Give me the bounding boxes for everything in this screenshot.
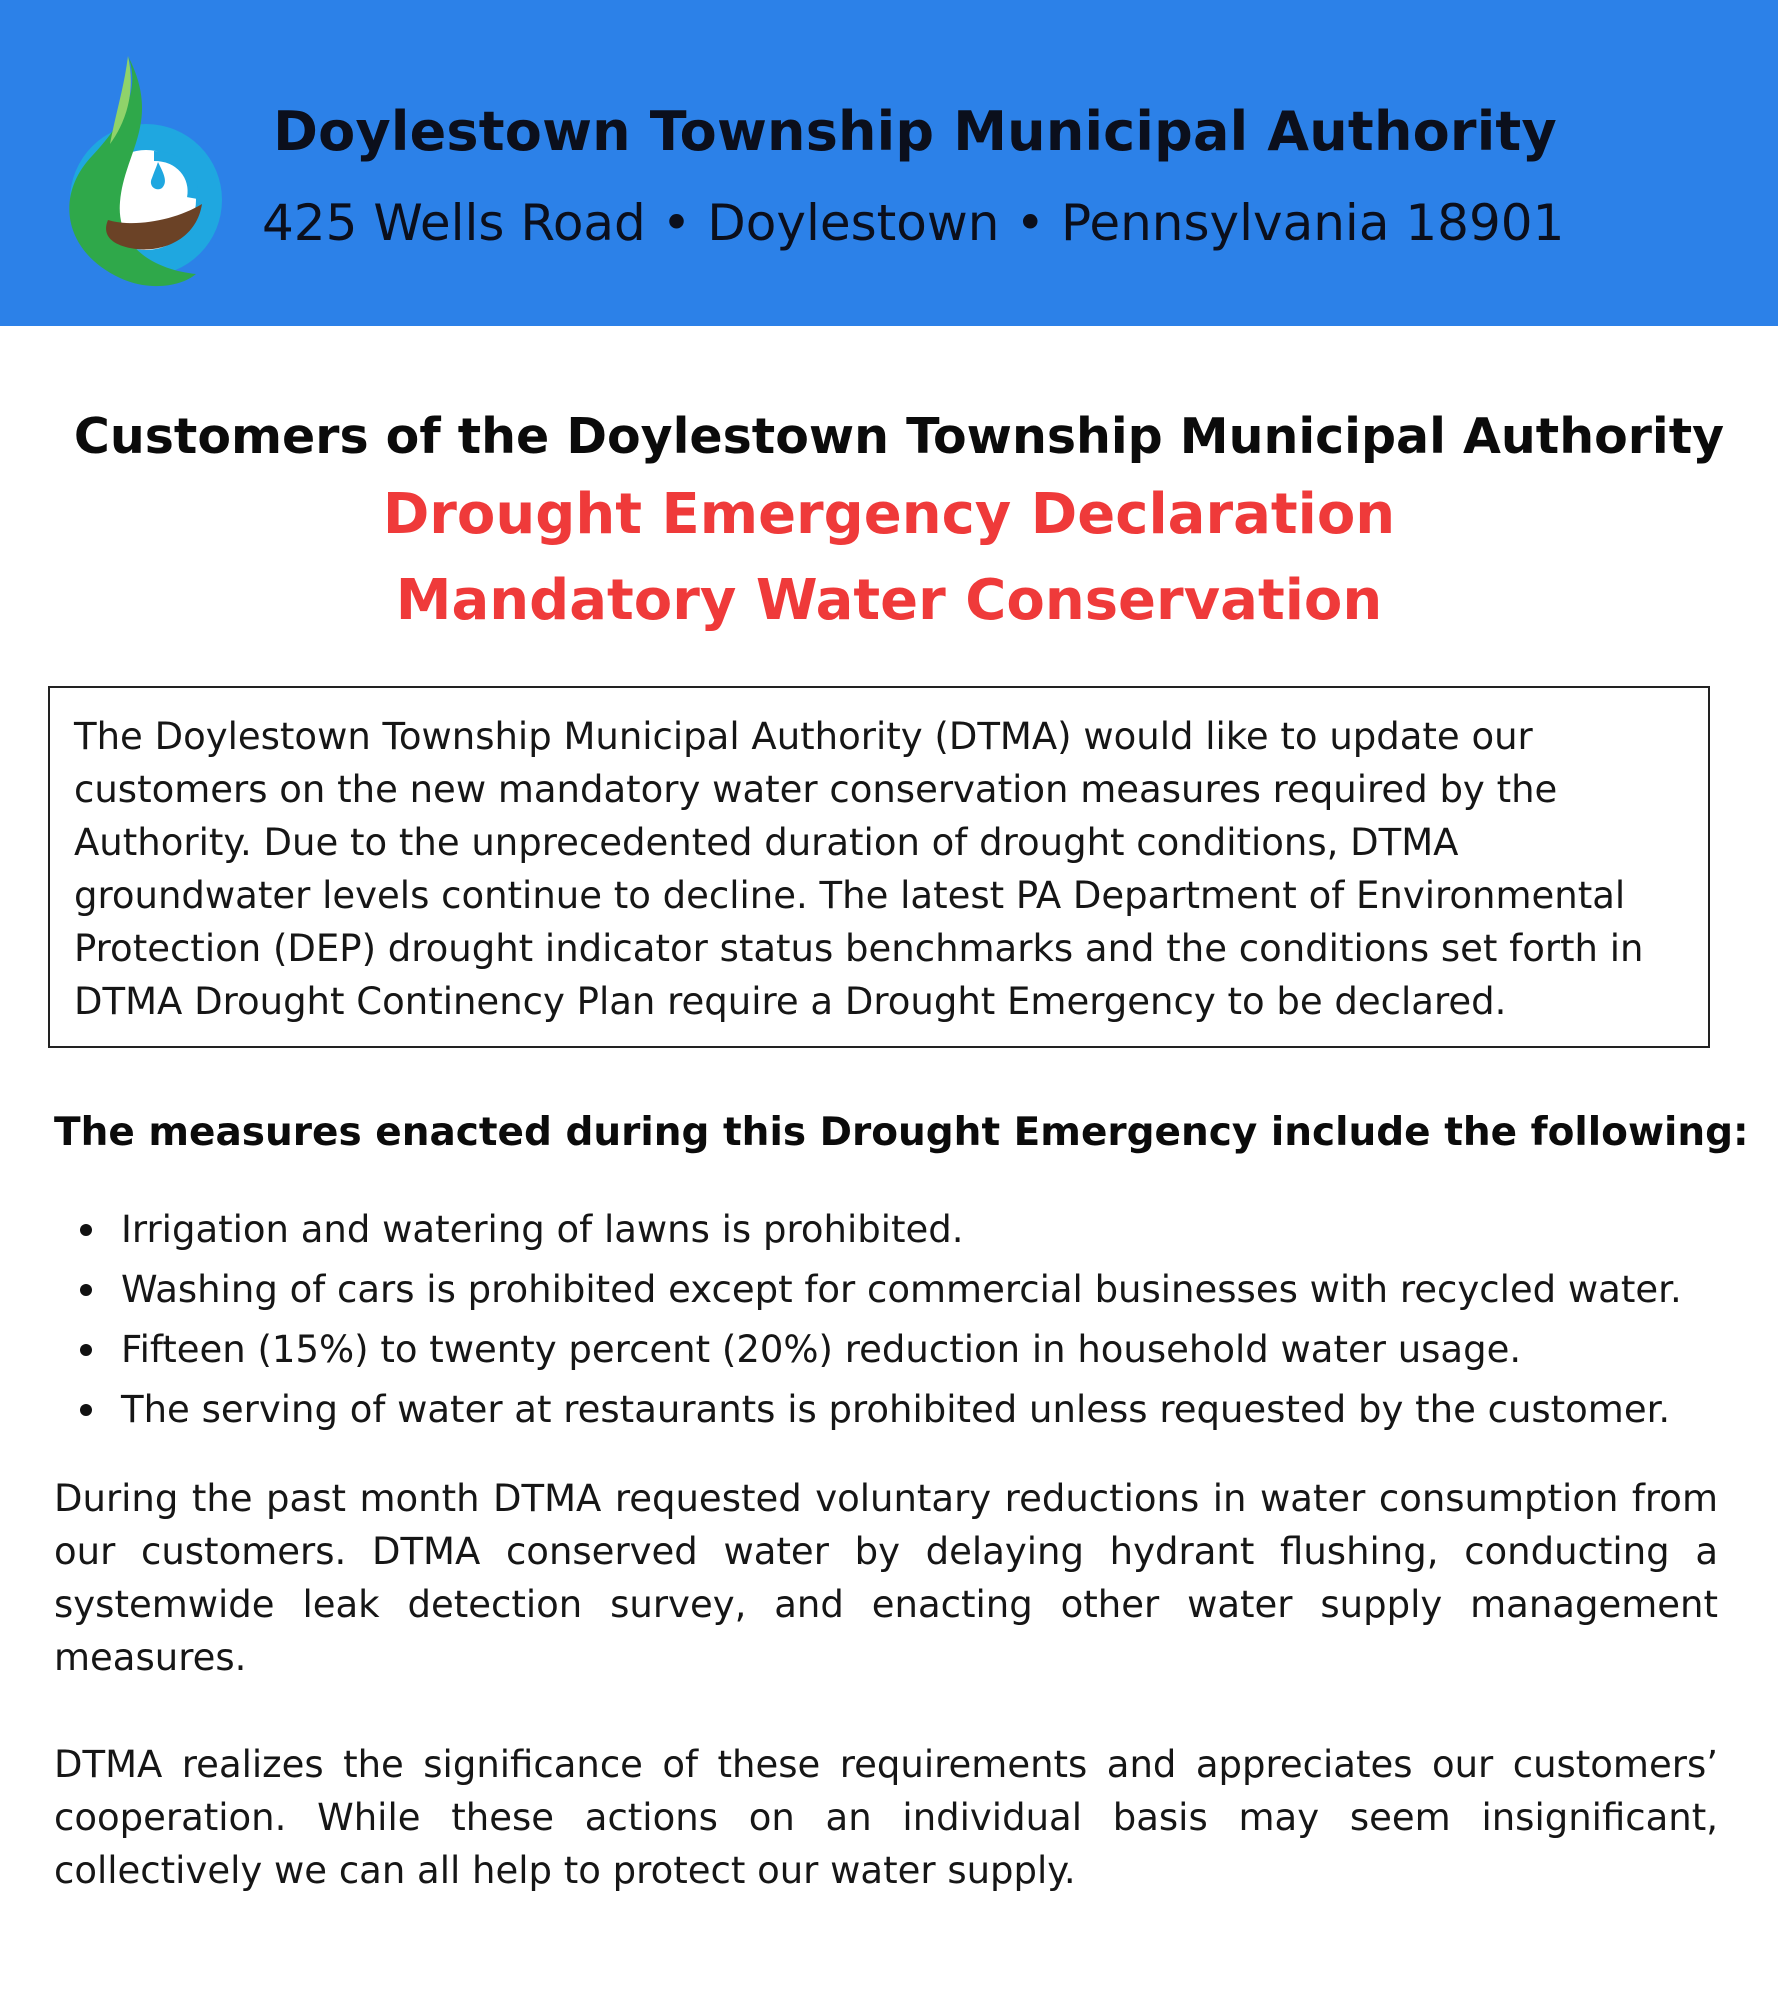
address-separator: • [1015, 194, 1045, 252]
bullet-icon [80, 1224, 92, 1236]
notice-box [48, 686, 1710, 1048]
list-item [54, 1200, 1744, 1260]
address-street: 425 Wells Road [262, 194, 646, 252]
bullet-icon [80, 1344, 92, 1356]
list-item [54, 1380, 1744, 1440]
closing-paragraph: DTMA realizes the significance of these requirements and appreciates our customers’ cooperation. While these actions on an individual basis may seem insignificant, collectively we can all help to protect our water supply. [54, 1743, 1718, 1892]
notice-text: The Doylestown Township Municipal Authority (DTMA) would like to update our customers on the new mandatory water conservation measures required by the Authority. Due to the unprecedented duration of drought conditions, DTMA groundwater levels continue to decline. The latest PA Department of Environmental Protection (DEP) drought indicator status benchmarks and the conditions set forth in DTMA Drought Continency Plan require a Drought Emergency to be declared. [74, 715, 1644, 1023]
measure-text: Fifteen (15%) to twenty percent (20%) reduction in household water usage. [121, 1328, 1522, 1371]
bullet-icon [80, 1284, 92, 1296]
measures-list [54, 1200, 1744, 1440]
measure-text: Irrigation and watering of lawns is prohibited. [121, 1208, 964, 1251]
list-item [54, 1260, 1744, 1320]
organization-address [262, 194, 1592, 252]
headline-block [0, 402, 1778, 644]
mandatory-conservation-title: Mandatory Water Conservation [395, 568, 1383, 633]
bullet-icon [80, 1404, 92, 1416]
list-item [54, 1320, 1744, 1380]
customers-heading: Customers of the Doylestown Township Municipal Authority [73, 408, 1725, 465]
measure-text: The serving of water at restaurants is prohibited unless requested by the customer. [121, 1388, 1671, 1431]
dtma-logo-icon [46, 52, 236, 292]
past-month-paragraph: During the past month DTMA requested voluntary reductions in water consumption from our customers. DTMA conserved water by delaying hydrant flushing, conducting a systemwide leak detection survey, and enacting other water supply management measures. [54, 1477, 1718, 1679]
address-city: Doylestown [707, 194, 1000, 252]
drought-declaration-title: Drought Emergency Declaration [382, 482, 1396, 547]
organization-name: Doylestown Township Municipal Authority [273, 100, 1557, 163]
address-state-zip: Pennsylvania 18901 [1060, 194, 1565, 252]
measure-text: Washing of cars is prohibited except for commercial businesses with recycled water. [121, 1268, 1682, 1311]
header-band [0, 0, 1778, 326]
measures-heading: The measures enacted during this Drought Emergency include the following: [54, 1110, 1749, 1155]
address-separator: • [661, 194, 692, 252]
